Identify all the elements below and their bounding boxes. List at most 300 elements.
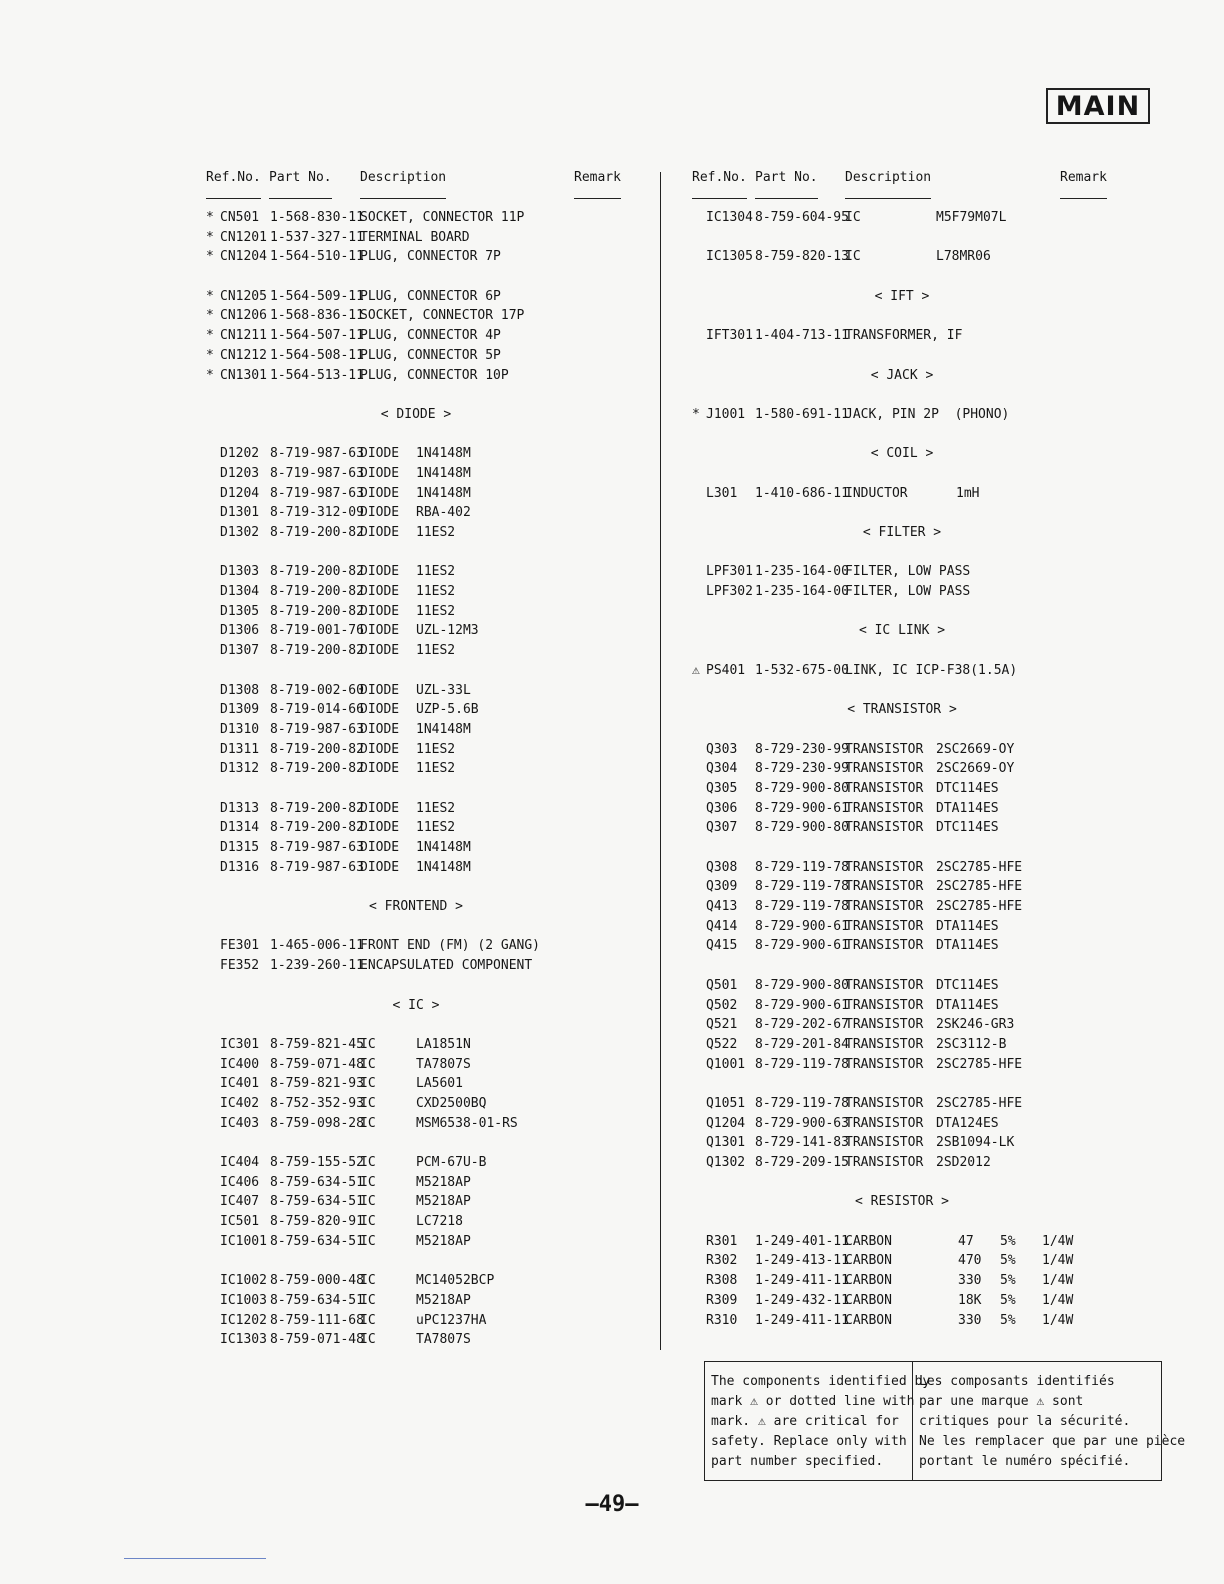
description: DIODE xyxy=(360,465,400,481)
part-row xyxy=(206,818,626,838)
ref-number: D1316 xyxy=(220,859,260,875)
spacer xyxy=(206,917,626,937)
part-number: 8-759-071-48 xyxy=(270,1056,364,1072)
mark: * xyxy=(206,308,214,324)
part-number: 8-729-201-84 xyxy=(755,1036,849,1052)
ref-number: R301 xyxy=(706,1233,738,1249)
ref-number: D1306 xyxy=(220,623,260,639)
part-row xyxy=(692,976,1112,996)
resistance: 330 xyxy=(958,1312,982,1328)
column-header xyxy=(206,170,626,208)
part-row xyxy=(206,740,626,760)
part-row xyxy=(692,779,1112,799)
description: DIODE xyxy=(360,702,400,718)
description: DIODE xyxy=(360,603,400,619)
ref-number: IC403 xyxy=(220,1115,260,1131)
part-row xyxy=(206,1094,626,1114)
description: IC xyxy=(845,210,861,225)
description: TRANSISTOR xyxy=(845,820,924,836)
ref-number: PS401 xyxy=(706,662,746,678)
spacer xyxy=(206,1015,626,1035)
tolerance: 5% xyxy=(1000,1253,1016,1269)
value: UZP-5.6B xyxy=(416,702,479,718)
scan-artifact-line xyxy=(124,1558,266,1559)
spacer xyxy=(692,1074,1112,1094)
description: JACK, PIN 2P (PHONO) xyxy=(845,406,1010,422)
part-number: 1-249-411-11 xyxy=(755,1312,849,1328)
part-number: 1-564-508-11 xyxy=(270,347,364,363)
ref-number: CN1201 xyxy=(220,229,267,245)
value: 1N4148M xyxy=(416,721,471,737)
ref-number: IC1002 xyxy=(220,1273,267,1289)
part-row xyxy=(692,936,1112,956)
description: IC xyxy=(845,249,861,265)
note-line: par une marque ⚠ sont xyxy=(919,1394,1084,1409)
part-row xyxy=(692,1055,1112,1075)
ref-number: Q308 xyxy=(706,859,738,875)
value: LA1851N xyxy=(416,1036,471,1052)
note-line: mark ⚠ or dotted line with xyxy=(711,1394,915,1409)
value: 2SC2785-HFE xyxy=(936,1056,1023,1072)
value: 11ES2 xyxy=(416,761,456,777)
ref-number: Q305 xyxy=(706,780,738,796)
value: 11ES2 xyxy=(416,564,456,580)
wattage: 1/4W xyxy=(1042,1233,1074,1249)
ref-number: D1304 xyxy=(220,584,260,600)
value: TA7807S xyxy=(416,1332,471,1348)
description: TRANSFORMER, IF xyxy=(845,328,963,344)
value: 11ES2 xyxy=(416,643,456,659)
spacer xyxy=(206,425,626,445)
part-number: 8-729-202-67 xyxy=(755,1017,849,1033)
description: SOCKET, CONNECTOR 17P xyxy=(360,308,525,324)
ref-number: D1308 xyxy=(220,682,260,698)
part-row xyxy=(206,208,626,228)
description: FILTER, LOW PASS xyxy=(845,584,971,600)
value: M5218AP xyxy=(416,1174,471,1190)
part-number: 8-719-200-82 xyxy=(270,761,364,777)
part-number: 8-719-987-63 xyxy=(270,446,364,462)
part-number: 1-568-836-11 xyxy=(270,308,364,324)
description: DIODE xyxy=(360,643,400,659)
part-row xyxy=(206,1330,626,1350)
note-line: part number specified. xyxy=(711,1454,884,1469)
ref-number: IC1003 xyxy=(220,1292,267,1308)
description: ENCAPSULATED COMPONENT xyxy=(360,958,533,974)
part-number: 8-729-900-61 xyxy=(755,918,849,934)
part-number: 1-564-513-11 xyxy=(270,367,364,383)
part-number: 1-249-411-11 xyxy=(755,1273,849,1289)
spacer xyxy=(692,543,1112,563)
description: TERMINAL BOARD xyxy=(360,229,470,245)
value: UZL-12M3 xyxy=(416,623,479,639)
column-divider xyxy=(660,172,661,1350)
spacer xyxy=(206,877,626,897)
part-number: 8-729-230-99 xyxy=(755,761,849,777)
ref-number: D1204 xyxy=(220,485,260,501)
description: TRANSISTOR xyxy=(845,800,924,816)
description: TRANSISTOR xyxy=(845,918,924,934)
value: LA5601 xyxy=(416,1076,463,1092)
description: FILTER, LOW PASS xyxy=(845,564,971,580)
note-line: mark. ⚠ are critical for xyxy=(711,1414,899,1429)
ref-number: IC1202 xyxy=(220,1312,267,1328)
description: TRANSISTOR xyxy=(845,879,924,895)
note-line: safety. Replace only with xyxy=(711,1434,907,1449)
ref-number: Q304 xyxy=(706,761,738,777)
spacer xyxy=(692,425,1112,445)
part-row xyxy=(206,464,626,484)
header-remark: Remark xyxy=(574,170,621,185)
part-row xyxy=(206,523,626,543)
value: 2SB1094-LK xyxy=(936,1135,1015,1151)
part-row xyxy=(206,858,626,878)
part-row xyxy=(206,444,626,464)
part-row xyxy=(206,306,626,326)
description: TRANSISTOR xyxy=(845,1115,924,1131)
note-line: Ne les remplacer que par une pièce xyxy=(919,1434,1186,1449)
part-row xyxy=(206,720,626,740)
part-row xyxy=(692,996,1112,1016)
wattage: 1/4W xyxy=(1042,1273,1074,1289)
spacer xyxy=(692,346,1112,366)
ref-number: IC404 xyxy=(220,1155,260,1170)
parts-list-left xyxy=(206,208,626,1350)
part-number: 8-719-200-82 xyxy=(270,525,364,540)
part-row xyxy=(206,936,626,956)
part-number: 1-239-260-11 xyxy=(270,958,364,974)
description: TRANSISTOR xyxy=(845,780,924,796)
spacer xyxy=(692,641,1112,661)
wattage: 1/4W xyxy=(1042,1312,1074,1328)
description: TRANSISTOR xyxy=(845,938,924,954)
part-row xyxy=(692,740,1112,760)
part-number: 8-729-119-78 xyxy=(755,1095,849,1111)
value: 2SC2669-OY xyxy=(936,741,1015,757)
part-row xyxy=(206,1311,626,1331)
value: 1mH xyxy=(956,485,980,501)
description: IC xyxy=(360,1194,376,1210)
part-row xyxy=(206,1035,626,1055)
tolerance: 5% xyxy=(1000,1233,1016,1249)
ref-number: D1305 xyxy=(220,603,260,619)
mark: * xyxy=(206,229,214,245)
description: DIODE xyxy=(360,840,400,855)
part-number: 8-729-900-80 xyxy=(755,977,849,993)
part-row xyxy=(206,1055,626,1075)
part-row xyxy=(692,562,1112,582)
value: MSM6538-01-RS xyxy=(416,1115,518,1131)
description: TRANSISTOR xyxy=(845,741,924,757)
value: 2SC2785-HFE xyxy=(936,879,1023,895)
ref-number: R309 xyxy=(706,1292,738,1308)
spacer xyxy=(692,720,1112,740)
part-number: 8-759-111-68 xyxy=(270,1312,364,1328)
description: TRANSISTOR xyxy=(845,997,924,1013)
part-row xyxy=(206,1271,626,1291)
ref-number: LPF301 xyxy=(706,564,753,580)
tolerance: 5% xyxy=(1000,1292,1016,1308)
part-row xyxy=(692,1232,1112,1252)
ref-number: IC400 xyxy=(220,1056,260,1072)
part-number: 8-729-900-61 xyxy=(755,997,849,1013)
header-remark: Remark xyxy=(1060,170,1107,185)
part-number: 8-719-014-66 xyxy=(270,702,364,718)
part-row xyxy=(206,484,626,504)
section-heading: < FILTER > xyxy=(862,525,942,540)
ref-number: CN501 xyxy=(220,210,260,225)
part-number: 8-729-141-83 xyxy=(755,1135,849,1151)
ref-number: Q522 xyxy=(706,1036,738,1052)
description: TRANSISTOR xyxy=(845,1036,924,1052)
part-row xyxy=(692,484,1112,504)
part-row xyxy=(692,1035,1112,1055)
ref-number: IC1001 xyxy=(220,1233,267,1249)
value: DTC114ES xyxy=(936,977,999,993)
ref-number: IC1303 xyxy=(220,1332,267,1348)
part-row xyxy=(206,956,626,976)
ref-number: D1202 xyxy=(220,446,260,462)
ref-number: Q306 xyxy=(706,800,738,816)
part-number: 1-537-327-11 xyxy=(270,229,364,245)
part-number: 8-729-119-78 xyxy=(755,1056,849,1072)
ref-number: D1309 xyxy=(220,702,260,718)
value: uPC1237HA xyxy=(416,1312,487,1328)
tolerance: 5% xyxy=(1000,1273,1016,1289)
description: DIODE xyxy=(360,820,400,836)
spacer xyxy=(692,306,1112,326)
part-row xyxy=(206,1192,626,1212)
part-row xyxy=(206,228,626,248)
spacer xyxy=(692,503,1112,523)
part-row xyxy=(692,917,1112,937)
part-row xyxy=(206,759,626,779)
part-row xyxy=(206,1173,626,1193)
value: 1N4148M xyxy=(416,840,471,855)
ref-number: IC1304 xyxy=(706,210,753,225)
description: IC xyxy=(360,1076,376,1092)
spacer xyxy=(692,956,1112,976)
description: DIODE xyxy=(360,761,400,777)
page-number: —49— xyxy=(585,1492,639,1517)
ref-number: Q521 xyxy=(706,1017,738,1033)
mark: ⚠ xyxy=(692,662,700,678)
part-row xyxy=(206,1291,626,1311)
header-part: Part No. xyxy=(269,170,332,185)
part-row xyxy=(206,641,626,661)
part-number: 8-719-200-82 xyxy=(270,564,364,580)
safety-note-english xyxy=(705,1362,931,1480)
description: INDUCTOR xyxy=(845,485,908,501)
value: DTA124ES xyxy=(936,1115,999,1131)
ref-number: CN1204 xyxy=(220,249,267,265)
description: IC xyxy=(360,1214,376,1230)
spacer xyxy=(206,779,626,799)
part-number: 1-568-830-11 xyxy=(270,210,364,225)
ref-number: IC301 xyxy=(220,1036,260,1052)
part-row xyxy=(692,1015,1112,1035)
part-number: 8-759-820-13 xyxy=(755,249,849,265)
value: DTA114ES xyxy=(936,997,999,1013)
part-row xyxy=(692,897,1112,917)
ref-number: IC402 xyxy=(220,1095,260,1111)
ref-number: CN1206 xyxy=(220,308,267,324)
header-ref: Ref.No. xyxy=(206,170,261,185)
safety-note xyxy=(704,1361,1186,1481)
part-row xyxy=(206,326,626,346)
description: DIODE xyxy=(360,525,400,540)
description: DIODE xyxy=(360,721,400,737)
part-number: 8-719-987-63 xyxy=(270,465,364,481)
part-row xyxy=(692,1311,1112,1331)
spacer xyxy=(206,267,626,287)
value: DTA114ES xyxy=(936,938,999,954)
ref-number: J1001 xyxy=(706,406,746,422)
part-row xyxy=(692,799,1112,819)
description: PLUG, CONNECTOR 5P xyxy=(360,347,501,363)
ref-number: Q502 xyxy=(706,997,738,1013)
spacer xyxy=(206,385,626,405)
ref-number: D1311 xyxy=(220,741,260,757)
part-number: 1-249-432-11 xyxy=(755,1292,849,1308)
part-number: 1-249-413-11 xyxy=(755,1253,849,1269)
description: IC xyxy=(360,1332,376,1348)
value: 2SC2785-HFE xyxy=(936,859,1023,875)
value: 1N4148M xyxy=(416,446,471,462)
ref-number: IC407 xyxy=(220,1194,260,1210)
section-badge: MAIN xyxy=(1046,88,1150,124)
part-number: 8-719-987-63 xyxy=(270,840,364,855)
ref-number: Q303 xyxy=(706,741,738,757)
part-number: 8-719-987-63 xyxy=(270,859,364,875)
description: IC xyxy=(360,1036,376,1052)
description: PLUG, CONNECTOR 10P xyxy=(360,367,509,383)
value: TA7807S xyxy=(416,1056,471,1072)
part-row xyxy=(692,1133,1112,1153)
part-row xyxy=(206,700,626,720)
ref-number: Q1204 xyxy=(706,1115,746,1131)
description: TRANSISTOR xyxy=(845,1135,924,1151)
part-number: 8-729-230-99 xyxy=(755,741,849,757)
description: IC xyxy=(360,1233,376,1249)
part-number: 1-410-686-11 xyxy=(755,485,849,501)
note-line: The components identified by xyxy=(711,1374,931,1389)
part-number: 8-729-900-61 xyxy=(755,938,849,954)
value: M5218AP xyxy=(416,1292,471,1308)
ref-number: CN1301 xyxy=(220,367,267,383)
spacer xyxy=(692,1173,1112,1193)
header-description: Description xyxy=(845,170,932,185)
mark: * xyxy=(206,249,214,265)
part-row xyxy=(692,405,1112,425)
spacer xyxy=(692,681,1112,701)
description: SOCKET, CONNECTOR 11P xyxy=(360,210,525,225)
part-row xyxy=(692,326,1112,346)
ref-number: IFT301 xyxy=(706,328,753,344)
part-number: 8-759-604-95 xyxy=(755,210,849,225)
part-number: 8-759-098-28 xyxy=(270,1115,364,1131)
ref-number: Q414 xyxy=(706,918,738,934)
part-row xyxy=(206,1232,626,1252)
part-row xyxy=(692,1094,1112,1114)
safety-note-french xyxy=(913,1362,1185,1480)
description: IC xyxy=(360,1155,376,1170)
part-row xyxy=(206,287,626,307)
part-number: 8-719-987-63 xyxy=(270,485,364,501)
part-row xyxy=(692,1271,1112,1291)
description: TRANSISTOR xyxy=(845,1017,924,1033)
description: TRANSISTOR xyxy=(845,1155,924,1170)
part-row xyxy=(692,1291,1112,1311)
spacer xyxy=(206,1133,626,1153)
part-number: 8-729-900-80 xyxy=(755,780,849,796)
resistance: 470 xyxy=(958,1253,982,1269)
part-number: 8-729-119-78 xyxy=(755,899,849,915)
description: IC xyxy=(360,1174,376,1190)
value: 2SC2669-OY xyxy=(936,761,1015,777)
part-number: 1-564-507-11 xyxy=(270,328,364,344)
part-number: 1-580-691-11 xyxy=(755,406,849,422)
value: CXD2500BQ xyxy=(416,1095,487,1111)
part-row xyxy=(206,503,626,523)
value: DTC114ES xyxy=(936,820,999,836)
resistance: 18K xyxy=(958,1292,982,1308)
ref-number: CN1211 xyxy=(220,328,267,344)
part-number: 1-564-510-11 xyxy=(270,249,364,265)
value: M5F79M07L xyxy=(936,210,1007,225)
part-row xyxy=(692,661,1112,681)
mark: * xyxy=(206,288,214,304)
value: 2SC2785-HFE xyxy=(936,899,1023,915)
description: IC xyxy=(360,1056,376,1072)
description: CARBON xyxy=(845,1233,892,1249)
description: CARBON xyxy=(845,1273,892,1289)
description: DIODE xyxy=(360,623,400,639)
part-number: 1-249-401-11 xyxy=(755,1233,849,1249)
value: M5218AP xyxy=(416,1233,471,1249)
mark: * xyxy=(206,210,214,225)
parts-column-right xyxy=(692,170,1112,1330)
description: DIODE xyxy=(360,741,400,757)
ref-number: R310 xyxy=(706,1312,738,1328)
description: DIODE xyxy=(360,505,400,521)
part-row xyxy=(206,346,626,366)
part-number: 8-719-200-82 xyxy=(270,741,364,757)
resistance: 330 xyxy=(958,1273,982,1289)
part-number: 8-759-155-52 xyxy=(270,1155,364,1170)
section-heading: < FRONTEND > xyxy=(369,899,463,915)
description: DIODE xyxy=(360,682,400,698)
spacer xyxy=(206,661,626,681)
ref-number: R302 xyxy=(706,1253,738,1269)
value: 11ES2 xyxy=(416,584,456,600)
spacer xyxy=(206,976,626,996)
part-row xyxy=(206,1074,626,1094)
description: IC xyxy=(360,1115,376,1131)
value: 1N4148M xyxy=(416,859,471,875)
description: TRANSISTOR xyxy=(845,1056,924,1072)
spacer xyxy=(692,385,1112,405)
spacer xyxy=(692,228,1112,248)
ref-number: D1302 xyxy=(220,525,260,540)
header-ref: Ref.No. xyxy=(692,170,747,185)
value: 2SC2785-HFE xyxy=(936,1095,1023,1111)
mark: * xyxy=(206,367,214,383)
part-row xyxy=(692,208,1112,228)
ref-number: IC406 xyxy=(220,1174,260,1190)
value: RBA-402 xyxy=(416,505,471,521)
description: PLUG, CONNECTOR 6P xyxy=(360,288,501,304)
